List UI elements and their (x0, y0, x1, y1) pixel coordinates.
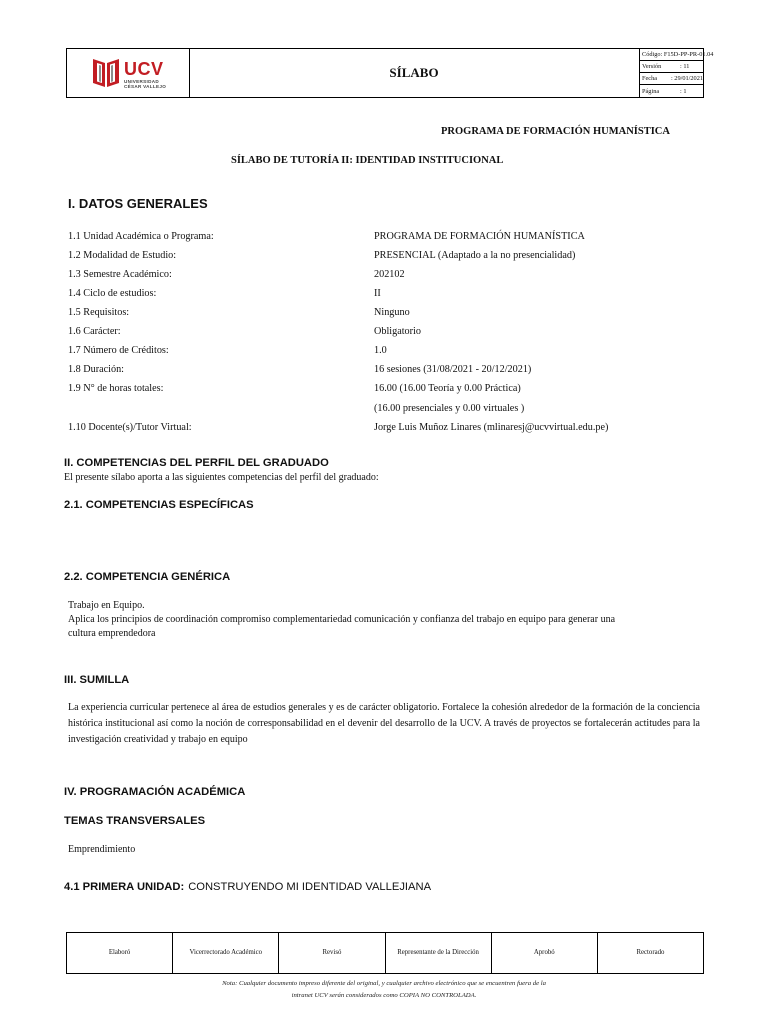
footer-note-line2: intranet UCV serán considerados como COPIA NO CONTROLADA. (291, 992, 477, 999)
generic-competence-line1: Aplica los principios de coordinación compromiso complementariedad comunicación y confianza del trabajo en equipo para generar una (68, 614, 616, 625)
subheading-competencia-generica: 2.2. COMPETENCIA GENÉRICA (64, 571, 231, 583)
approval-cell: Revisó (279, 933, 385, 973)
data-label: 1.10 Docente(s)/Tutor Virtual: (68, 422, 192, 433)
approval-cell: Vicerrectorado Académico (173, 933, 279, 973)
data-value: PROGRAMA DE FORMACIÓN HUMANÍSTICA (374, 231, 585, 242)
document-header (66, 48, 714, 98)
data-value: (16.00 presenciales y 0.00 virtuales ) (374, 403, 525, 414)
logo-subtitle (124, 79, 166, 89)
logo-line2: CÉSAR VALLEJO (124, 84, 167, 90)
subheading-temas-transversales: TEMAS TRANSVERSALES (64, 815, 206, 827)
footer-note (190, 978, 578, 1002)
competencias-intro: El presente sílabo aporta a las siguientes competencias del perfil del graduado: (64, 472, 379, 483)
program-title: PROGRAMA DE FORMACIÓN HUMANÍSTICA (441, 126, 670, 137)
meta-value: : F15D-PP-PR-01.04 (660, 51, 714, 58)
data-label: 1.2 Modalidad de Estudio: (68, 250, 177, 261)
footer-note-line1: Nota: Cualquier documento impreso diferente del original, y cualquier archivo electrónico que se encuentren fuera de la (222, 980, 546, 987)
data-label: 1.5 Requisitos: (68, 307, 130, 318)
data-label: 1.4 Ciclo de estudios: (68, 288, 157, 299)
data-value: 1.0 (374, 345, 387, 356)
generic-competence-line2: cultura emprendedora (68, 628, 156, 639)
section-heading-competencias: II. COMPETENCIAS DEL PERFIL DEL GRADUADO (64, 457, 329, 469)
meta-value: : 29/01/2021 (670, 75, 703, 82)
meta-key: Código (642, 51, 661, 58)
ucv-logo (91, 57, 171, 91)
section-heading-programacion: IV. PROGRAMACIÓN ACADÉMICA (64, 786, 246, 798)
data-value: PRESENCIAL (Adaptado a la no presencialidad) (374, 250, 576, 261)
meta-key: Versión (642, 63, 662, 70)
section-heading-sumilla: III. SUMILLA (64, 674, 130, 686)
data-value: Obligatorio (374, 326, 421, 337)
data-value: 202102 (374, 269, 405, 280)
data-label: 1.8 Duración: (68, 364, 125, 375)
approval-cell: Rectorado (636, 949, 665, 956)
approval-cell: Representante de la Dirección (386, 933, 492, 973)
syllabus-title: SÍLABO DE TUTORÍA II: IDENTIDAD INSTITUCIONAL (231, 155, 504, 166)
subheading-competencias-especificas: 2.1. COMPETENCIAS ESPECÍFICAS (64, 499, 254, 511)
data-label: 1.7 Número de Créditos: (68, 345, 169, 356)
section-heading-general-data: I. DATOS GENERALES (68, 196, 208, 211)
generic-competence-name: Trabajo en Equipo. (68, 600, 145, 611)
logo-brand: UCV (124, 59, 164, 79)
approval-cell: Elaboró (67, 933, 173, 973)
sumilla-text: La experiencia curricular pertenece al área de estudios generales y es de carácter obligatorio. Fortalece la cohesión alrededor de la formación de la conciencia histórica institucional así como la noción de corresponsabilidad en el devenir del desarrollo de la UCV. A través de proyectos se fortalecerán actitudes para la investigación creatividad y trabajo en equipo (68, 702, 700, 745)
data-label: 1.9 N° de horas totales: (68, 383, 164, 394)
data-value: Ninguno (374, 307, 410, 318)
unit-heading (64, 877, 431, 895)
meta-row (639, 61, 703, 73)
meta-value: : 11 (680, 63, 690, 70)
header-title: SÍLABO (189, 49, 640, 97)
approval-cell: Aprobó (492, 933, 598, 973)
meta-row (639, 85, 703, 97)
data-value: II (374, 288, 381, 299)
meta-value: : 1 (680, 87, 687, 95)
ucv-emblem-icon (91, 57, 121, 89)
meta-row (639, 73, 703, 85)
data-label: 1.6 Carácter: (68, 326, 121, 337)
data-value: 16.00 (16.00 Teoría y 0.00 Práctica) (374, 383, 521, 394)
data-label: 1.1 Unidad Académica o Programa: (68, 231, 214, 242)
transversal-topic: Emprendimiento (68, 844, 136, 855)
meta-row (639, 49, 714, 61)
data-label: 1.3 Semestre Académico: (68, 269, 172, 280)
data-value: Jorge Luis Muñoz Linares (mlinaresj@ucvvirtual.edu.pe) (374, 422, 609, 433)
approval-table (66, 932, 704, 974)
unit-label: 4.1 PRIMERA UNIDAD: (64, 881, 185, 893)
meta-key: Fecha (642, 75, 658, 82)
header-meta (639, 49, 714, 97)
logo-line1: UNIVERSIDAD (124, 79, 159, 84)
unit-name: CONSTRUYENDO MI IDENTIDAD VALLEJIANA (188, 881, 432, 893)
data-value: 16 sesiones (31/08/2021 - 20/12/2021) (374, 364, 532, 375)
meta-key: Página (642, 87, 660, 95)
logo-cell (67, 49, 190, 97)
